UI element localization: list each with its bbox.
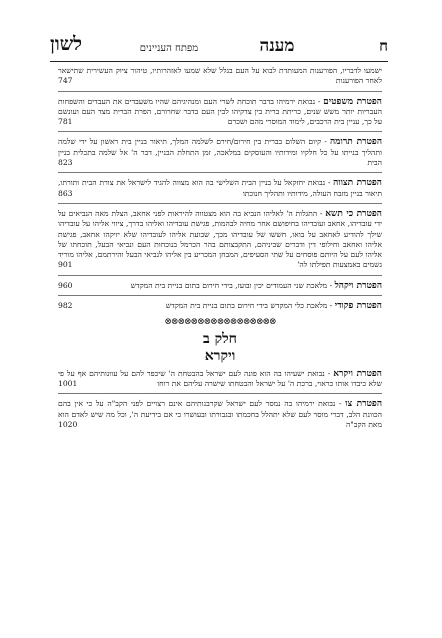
page-header <box>50 34 388 56</box>
entry-text: - נבואת ישעיהו בה הוא פונה לעם ישראל בהבטחת ה' שיכפר להם על עוונותיהם אף על פי שלא כיבדו אותו כראוי, ברכת ה' על ישראל והבטחתו שישרה עליהם את רוחו <box>58 368 382 388</box>
index-entry <box>58 178 382 199</box>
entry-label: הפטרת משפטים <box>323 96 382 107</box>
entry-page-ref: 960 <box>58 280 73 290</box>
divider <box>58 295 382 296</box>
index-content <box>58 66 382 430</box>
part-heading: חלק ב <box>203 330 237 347</box>
index-entry <box>58 209 382 271</box>
entry-text: - נבואת ירמיהו בדבר תוכחת לשרי העם ומנהיגיהם שהיו משעבדים את העבדים והשפחות העבריות יותר משש שנים, כריתת ברית בין צדקיהו לבין העם בדבר שחרורם, הפרת הברית מצד העם ועונשם על כך, עניין בית הרכבים, לימוד המוסרי מהם ושכרם <box>58 96 382 127</box>
entry-page-ref: 781 <box>58 117 73 127</box>
header-brand: לשון <box>50 33 83 55</box>
index-entry <box>58 97 382 128</box>
entry-text: - התגלות ה' לאליהו הנביא בה הוא מצטווה להיראות לפני אחאב, הצלת מאה הנביאים על ידי עובדיהו, אחאב ועובדיהו בחיפושם אחר מחיה לבהמות, פגישת עובדיהו ואליהו בדרך, ציווי אליהו על עובדיהו שילך להודיע לאחאב על בואו, חששו של עובדיהו מכך, שבועת אליהו לעובדיהו שלא יזיקהו אחאב, פגישת אליהו ואחאב וחילופי דין ודברים שביניהם, התקבצותם בהר הכרמל בנוכחות העם ונביאי הבעל, תוכחתו של אליהו לעם על היותם פוסחים על שתי הסעיפים, המבחן המכריע בין אליהו לנביאי הבעל והירתמם, אליהו מוריד גשמים באמצעות תפילתו לה' <box>58 208 382 270</box>
entry-label: הפטרת כי תשא <box>325 208 382 219</box>
index-entry <box>58 137 382 168</box>
index-entry <box>58 369 382 390</box>
divider <box>58 91 382 92</box>
entry-page-ref: 747 <box>58 76 73 86</box>
entry-page-ref: 823 <box>58 158 73 168</box>
divider <box>58 131 382 132</box>
entry-page-ref: 1001 <box>58 378 78 388</box>
index-entry <box>58 399 382 430</box>
entry-page-ref: 901 <box>58 260 73 270</box>
index-entry <box>58 301 382 311</box>
section-ornament: ⊗⊗⊗⊗⊗⊗⊗⊗⊗⊗⊗⊗⊗⊗⊗⊗⊗ <box>164 317 276 328</box>
header-title: מענה <box>259 36 295 56</box>
divider <box>58 203 382 204</box>
header-rule <box>50 61 388 62</box>
entry-text: - מלאכת כלי המקדש בידי חירום בתום בניית בית המקדש <box>165 301 335 311</box>
divider <box>58 275 382 276</box>
entry-page-ref: 863 <box>58 188 73 198</box>
entry-page-ref: 982 <box>58 301 73 311</box>
index-entry <box>58 66 382 87</box>
entry-label: הפטרת תצווה <box>333 178 382 189</box>
divider <box>58 393 382 394</box>
book-heading: ויקרא <box>204 347 236 364</box>
page-number-letter: ח <box>379 37 388 55</box>
entry-text: - קיום השלום בברית בין חירום/חירם לשלמה המלך, תיאור בניין בית ראשון על ידי שלמה ותהליך בנייתו על כל חלקיו ומידותיו והעוסקים במלאכה, זמן התחלת הבניין, דבר ה' אל שלמה בתכלית בניין הבית <box>58 137 382 168</box>
entry-text: - נבואת יחזקאל על בניין הבית השלישי בה הוא מצווה להגיד לישראל את צורת הבית ותורתו, תיאור בניין מזבח העולה, מידותיו ותהליך חנוכתו <box>58 178 382 198</box>
index-entry <box>58 281 382 291</box>
divider <box>58 172 382 173</box>
entry-label: הפטרת צו <box>345 399 382 410</box>
entry-text: - מלאכת שני העמודים יכין ובועז, בידי חירום בתום בניית בית המקדש <box>130 280 335 290</box>
header-subtitle: מפתח העניינים <box>139 43 199 54</box>
entry-text: - נבואת ירמיהו בה נמסר לעם ישראל שקרבנותיהם אינם רצויים לפני הקב"ה על כי אין בהם הכוונת הלב, דברי מוסר לעם שלא יתהלל בחכמתו ובגבורתו ובעושרו כי אם בידיעת ה', וכל מה שיש לאדם הוא מאת הקב"ה <box>58 399 382 429</box>
entry-label: הפטרת תרומה <box>330 137 383 148</box>
entry-label: הפטרת ויקהל <box>334 280 382 291</box>
entry-text: ישמעו לדבריו, הפורענות המעותדת לבוא על העם בגלל שלא שמעו לאזהרותיו, טיהור ציוק העשירית שתישאר לאחר הפורענות <box>58 66 382 86</box>
entry-label: הפטרת פקודי <box>334 301 382 312</box>
entry-label: הפטרת ויקרא <box>333 368 382 379</box>
entry-page-ref: 1020 <box>58 419 78 429</box>
